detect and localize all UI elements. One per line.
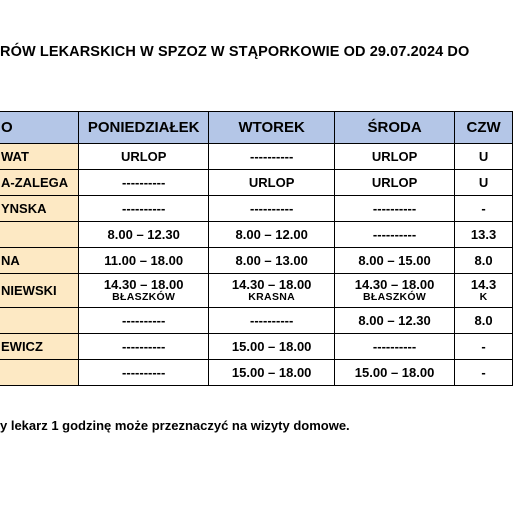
hours-text: 8.00 – 15.00 [358, 252, 431, 268]
schedule-cell [455, 274, 513, 308]
location-text: BŁASZKÓW [363, 291, 427, 303]
schedule-cell [209, 170, 335, 196]
schedule-cell [334, 274, 454, 308]
header-cell: PONIEDZIAŁEK [79, 112, 209, 144]
schedule-cell [79, 170, 209, 196]
hours-text: URLOP [371, 174, 418, 190]
schedule-cell [334, 360, 454, 386]
schedule-cell [79, 222, 209, 248]
schedule-cell [209, 196, 335, 222]
hours-text: 8.0 [474, 252, 493, 268]
doctor-name-cell: NA [0, 248, 79, 274]
hours-text: 15.00 – 18.00 [231, 364, 312, 380]
schedule-cell [455, 308, 513, 334]
schedule-cell [79, 360, 209, 386]
hours-text: ---------- [372, 200, 417, 216]
hours-text: ---------- [122, 364, 166, 380]
schedule-cell [79, 196, 209, 222]
hours-text: 14.30 – 18.00 [103, 277, 184, 292]
footnote: y lekarz 1 godzinę może przeznaczyć na wizyty domowe. [0, 418, 350, 433]
hours-text: 14.30 – 18.00 [231, 277, 312, 292]
schedule-cell [334, 196, 454, 222]
hours-text: 8.00 – 12.30 [358, 312, 431, 328]
schedule-cell [455, 196, 513, 222]
schedule-cell [209, 274, 335, 308]
table-row [0, 334, 513, 360]
doctor-name-cell: NIEWSKI [0, 274, 79, 308]
schedule-cell [79, 308, 209, 334]
hours-text: 8.00 – 12.30 [107, 226, 180, 242]
hours-text: URLOP [120, 148, 167, 164]
hours-text: - [481, 364, 486, 380]
schedule-cell [209, 360, 335, 386]
hours-text: ---------- [250, 200, 294, 216]
location-text: BŁASZKÓW [112, 291, 176, 303]
doctor-name-cell [0, 308, 79, 334]
schedule-cell [209, 334, 335, 360]
schedule-cell [455, 334, 513, 360]
location-text: K [479, 291, 488, 303]
doctor-name-cell: YNSKA [0, 196, 79, 222]
hours-text: - [481, 338, 486, 354]
header-row [0, 112, 513, 144]
hours-text: ---------- [122, 174, 166, 190]
header-cell: WTOREK [209, 112, 335, 144]
table-row [0, 274, 513, 308]
schedule-cell [334, 308, 454, 334]
table-row [0, 170, 513, 196]
hours-text: ---------- [250, 312, 294, 328]
location-text: KRASNA [248, 291, 296, 303]
schedule-cell [209, 308, 335, 334]
table-row [0, 222, 513, 248]
table-row [0, 196, 513, 222]
schedule-table [0, 111, 513, 386]
hours-text: 15.00 – 18.00 [354, 364, 435, 380]
hours-text: U [478, 174, 489, 190]
schedule-cell [79, 144, 209, 170]
schedule-cell [79, 334, 209, 360]
schedule-cell [79, 274, 209, 308]
schedule-cell [455, 144, 513, 170]
doctor-name-cell: WAT [0, 144, 79, 170]
table-row [0, 360, 513, 386]
hours-text: 11.00 – 18.00 [104, 252, 184, 268]
schedule-cell [334, 248, 454, 274]
header-cell: CZW [455, 112, 513, 144]
hours-text: 14.3 [470, 277, 497, 292]
schedule-cell [455, 222, 513, 248]
schedule-cell [455, 170, 513, 196]
hours-text: U [478, 148, 489, 164]
document-title: RÓW LEKARSKICH W SPZOZ W STĄPORKOWIE OD 29.07.2024 DO [0, 44, 470, 60]
schedule-cell [455, 360, 513, 386]
hours-text: ---------- [122, 338, 166, 354]
hours-text: 8.00 – 12.00 [235, 226, 308, 242]
schedule-cell [209, 248, 335, 274]
schedule-cell [209, 222, 335, 248]
doctor-name-cell [0, 222, 79, 248]
hours-text: 13.3 [470, 226, 497, 242]
table-row [0, 144, 513, 170]
hours-text: ---------- [122, 312, 166, 328]
schedule-cell [209, 144, 335, 170]
hours-text: 8.00 – 13.00 [235, 252, 308, 268]
schedule-cell [334, 334, 454, 360]
hours-text: ---------- [250, 148, 294, 164]
header-cell: O [0, 112, 79, 144]
schedule-cell [334, 144, 454, 170]
table-row [0, 308, 513, 334]
hours-text: URLOP [371, 148, 418, 164]
hours-text: ---------- [372, 226, 417, 242]
hours-text: 8.0 [474, 312, 493, 328]
doctor-name-cell: EWICZ [0, 334, 79, 360]
hours-text: - [481, 200, 486, 216]
schedule-cell [455, 248, 513, 274]
hours-text: 15.00 – 18.00 [231, 338, 312, 354]
hours-text: 14.30 – 18.00 [354, 277, 435, 292]
header-cell: ŚRODA [334, 112, 454, 144]
schedule-cell [334, 170, 454, 196]
doctor-name-cell: A-ZALEGA [0, 170, 79, 196]
hours-text: ---------- [122, 200, 166, 216]
schedule-cell [334, 222, 454, 248]
schedule-cell [79, 248, 209, 274]
doctor-name-cell [0, 360, 79, 386]
hours-text: URLOP [248, 174, 295, 190]
hours-text: ---------- [372, 338, 417, 354]
table-row [0, 248, 513, 274]
